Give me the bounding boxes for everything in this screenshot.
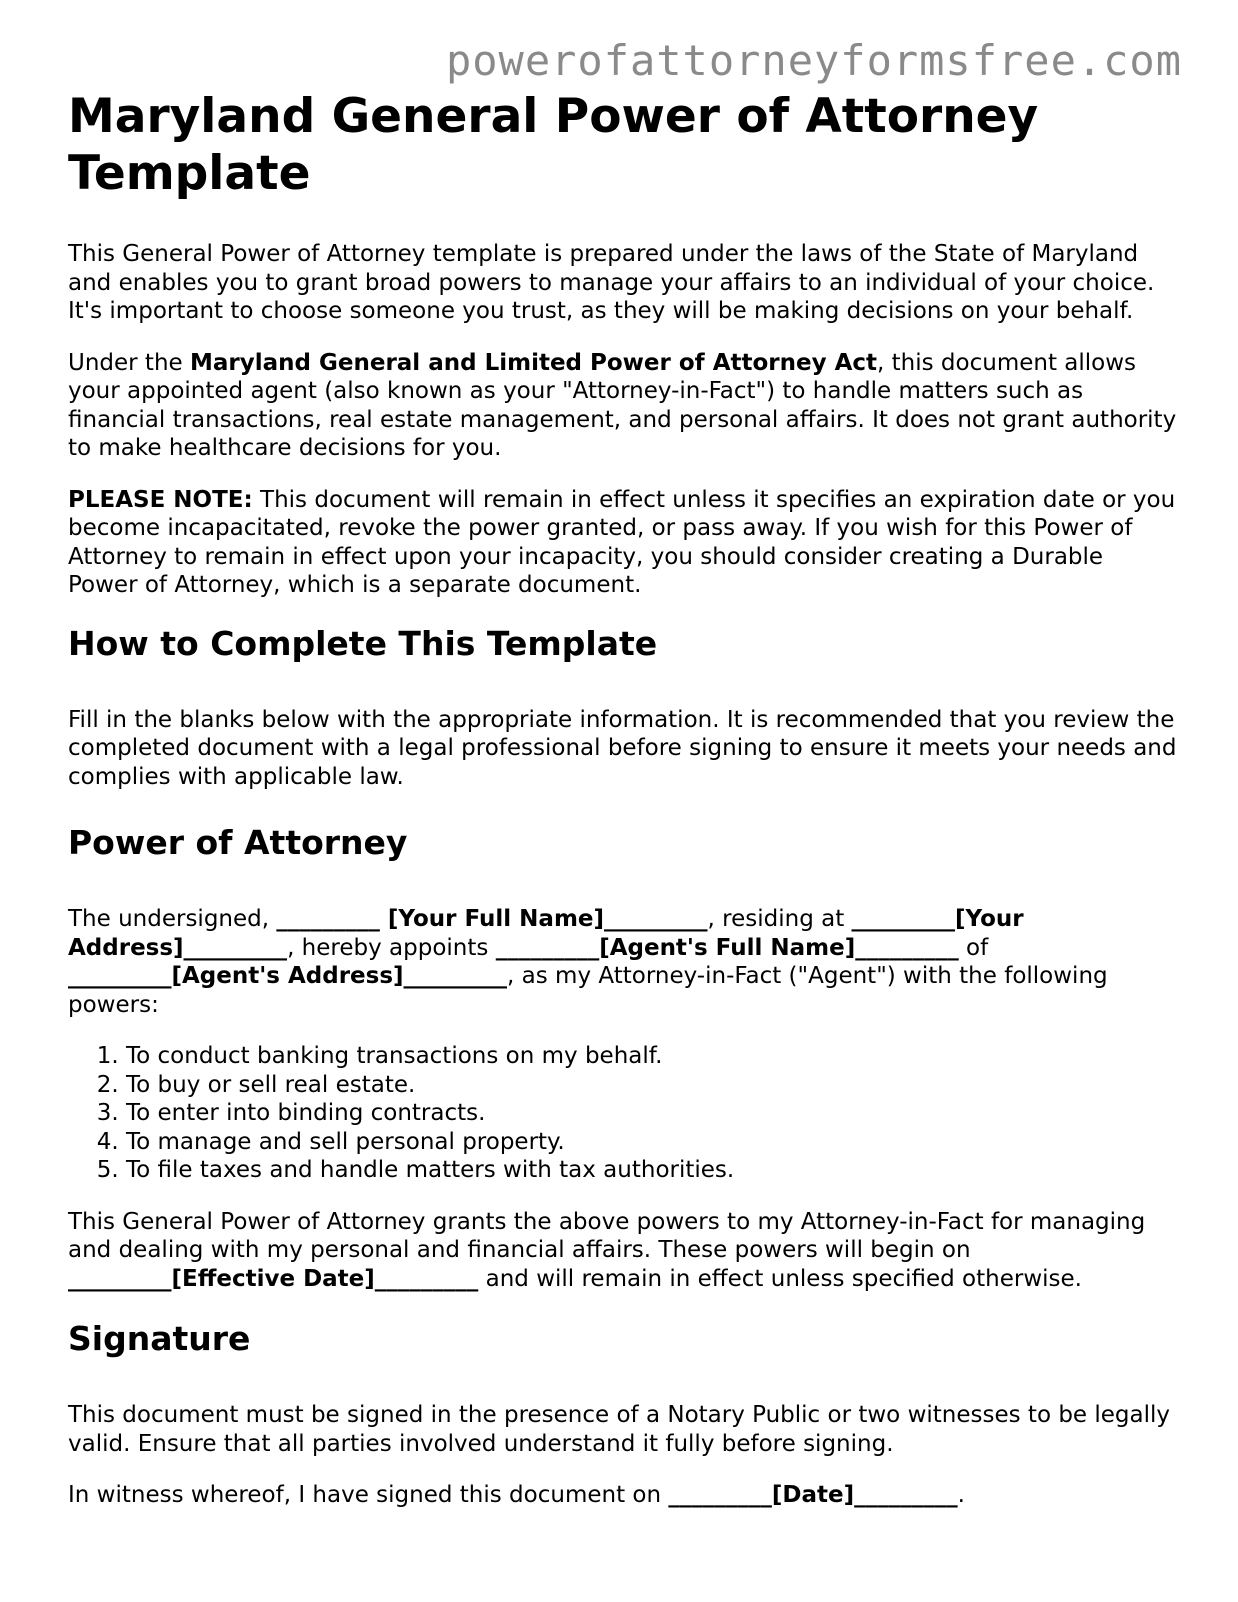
list-item: 1. To conduct banking transactions on my behalf.	[126, 1042, 1178, 1071]
appointment-text: The undersigned,	[68, 906, 277, 932]
witness-text: In witness whereof, I have signed this document on	[68, 1482, 669, 1508]
act-name: Maryland General and Limited Power of Attorney Act	[190, 349, 878, 376]
witness-text: .	[957, 1482, 965, 1508]
act-paragraph	[68, 349, 1178, 463]
note-text: This document will remain in effect unless it specifies an expiration date or you become incapacitated, revoke the power granted, or pass away. If you wish for this Power of Attorney to remain in effect upon your incapacity, you should consider creating a Durable Power of Attorney, which is a separate document.	[68, 486, 1176, 598]
your-full-name-field[interactable]: _________ [Your Full Name]_________	[276, 906, 708, 932]
signature-heading: Signature	[68, 1319, 251, 1358]
intro-paragraph: This General Power of Attorney template is prepared under the laws of the State of Maryland and enables you to grant broad powers to manage your affairs to an individual of your choice. It's important to choose someone you trust, as they will be making decisions on your behalf.	[68, 241, 1155, 324]
appointment-text: , hereby appoints	[287, 934, 496, 961]
document-title: Maryland General Power of Attorney Template	[68, 89, 1039, 201]
grant-text: and will remain in effect unless specified otherwise.	[478, 1265, 1082, 1292]
appointment-text: of	[958, 934, 989, 961]
list-item: 2. To buy or sell real estate.	[126, 1071, 1178, 1100]
how-to-heading: How to Complete This Template	[68, 623, 658, 663]
act-text-pre: Under the	[68, 349, 190, 376]
appointment-text: , as my Attorney-in-Fact ("Agent") with the following powers:	[68, 963, 1108, 1018]
watermark: powerofattorneyformsfree.com	[445, 36, 1182, 85]
grant-paragraph	[68, 1208, 1178, 1294]
appointment-text: , residing at	[707, 906, 852, 932]
appointment-paragraph	[68, 905, 1178, 1019]
agent-address-field[interactable]: _________[Agent's Address]_________	[68, 963, 508, 989]
effective-date-field[interactable]: _________[Effective Date]_________	[68, 1265, 479, 1292]
poa-heading: Power of Attorney	[68, 823, 408, 862]
agent-full-name-field[interactable]: _________[Agent's Full Name]_________	[495, 934, 959, 961]
list-item: 5. To file taxes and handle matters with tax authorities.	[126, 1156, 1178, 1185]
your-address-field[interactable]: _________[Your Address]_________	[68, 906, 1024, 961]
list-item: 3. To enter into binding contracts.	[126, 1099, 1178, 1128]
act-text-post: , this document allows your appointed agent (also known as your "Attorney-in-Fact") to handle matters such as financial transactions, real estate management, and personal affairs. It does not grant authority to make healthcare decisions for you.	[68, 349, 1177, 461]
document-body	[68, 88, 1178, 1533]
note-label: PLEASE NOTE:	[68, 486, 253, 513]
powers-list	[68, 1042, 1178, 1185]
note-paragraph	[68, 486, 1178, 600]
date-field[interactable]: _________[Date]_________	[668, 1482, 958, 1508]
witness-paragraph	[68, 1481, 1178, 1510]
signature-paragraph: This document must be signed in the presence of a Notary Public or two witnesses to be legally valid. Ensure that all parties involved understand it fully before signing.	[68, 1402, 1171, 1457]
list-item: 4. To manage and sell personal property.	[126, 1128, 1178, 1157]
how-to-paragraph: Fill in the blanks below with the appropriate information. It is recommended that you review the completed document with a legal professional before signing to ensure it meets your needs and complies with applicable law.	[68, 706, 1177, 790]
grant-text: This General Power of Attorney grants the above powers to my Attorney-in-Fact for managing and dealing with my personal and financial affairs. These powers will begin on	[68, 1208, 1146, 1263]
